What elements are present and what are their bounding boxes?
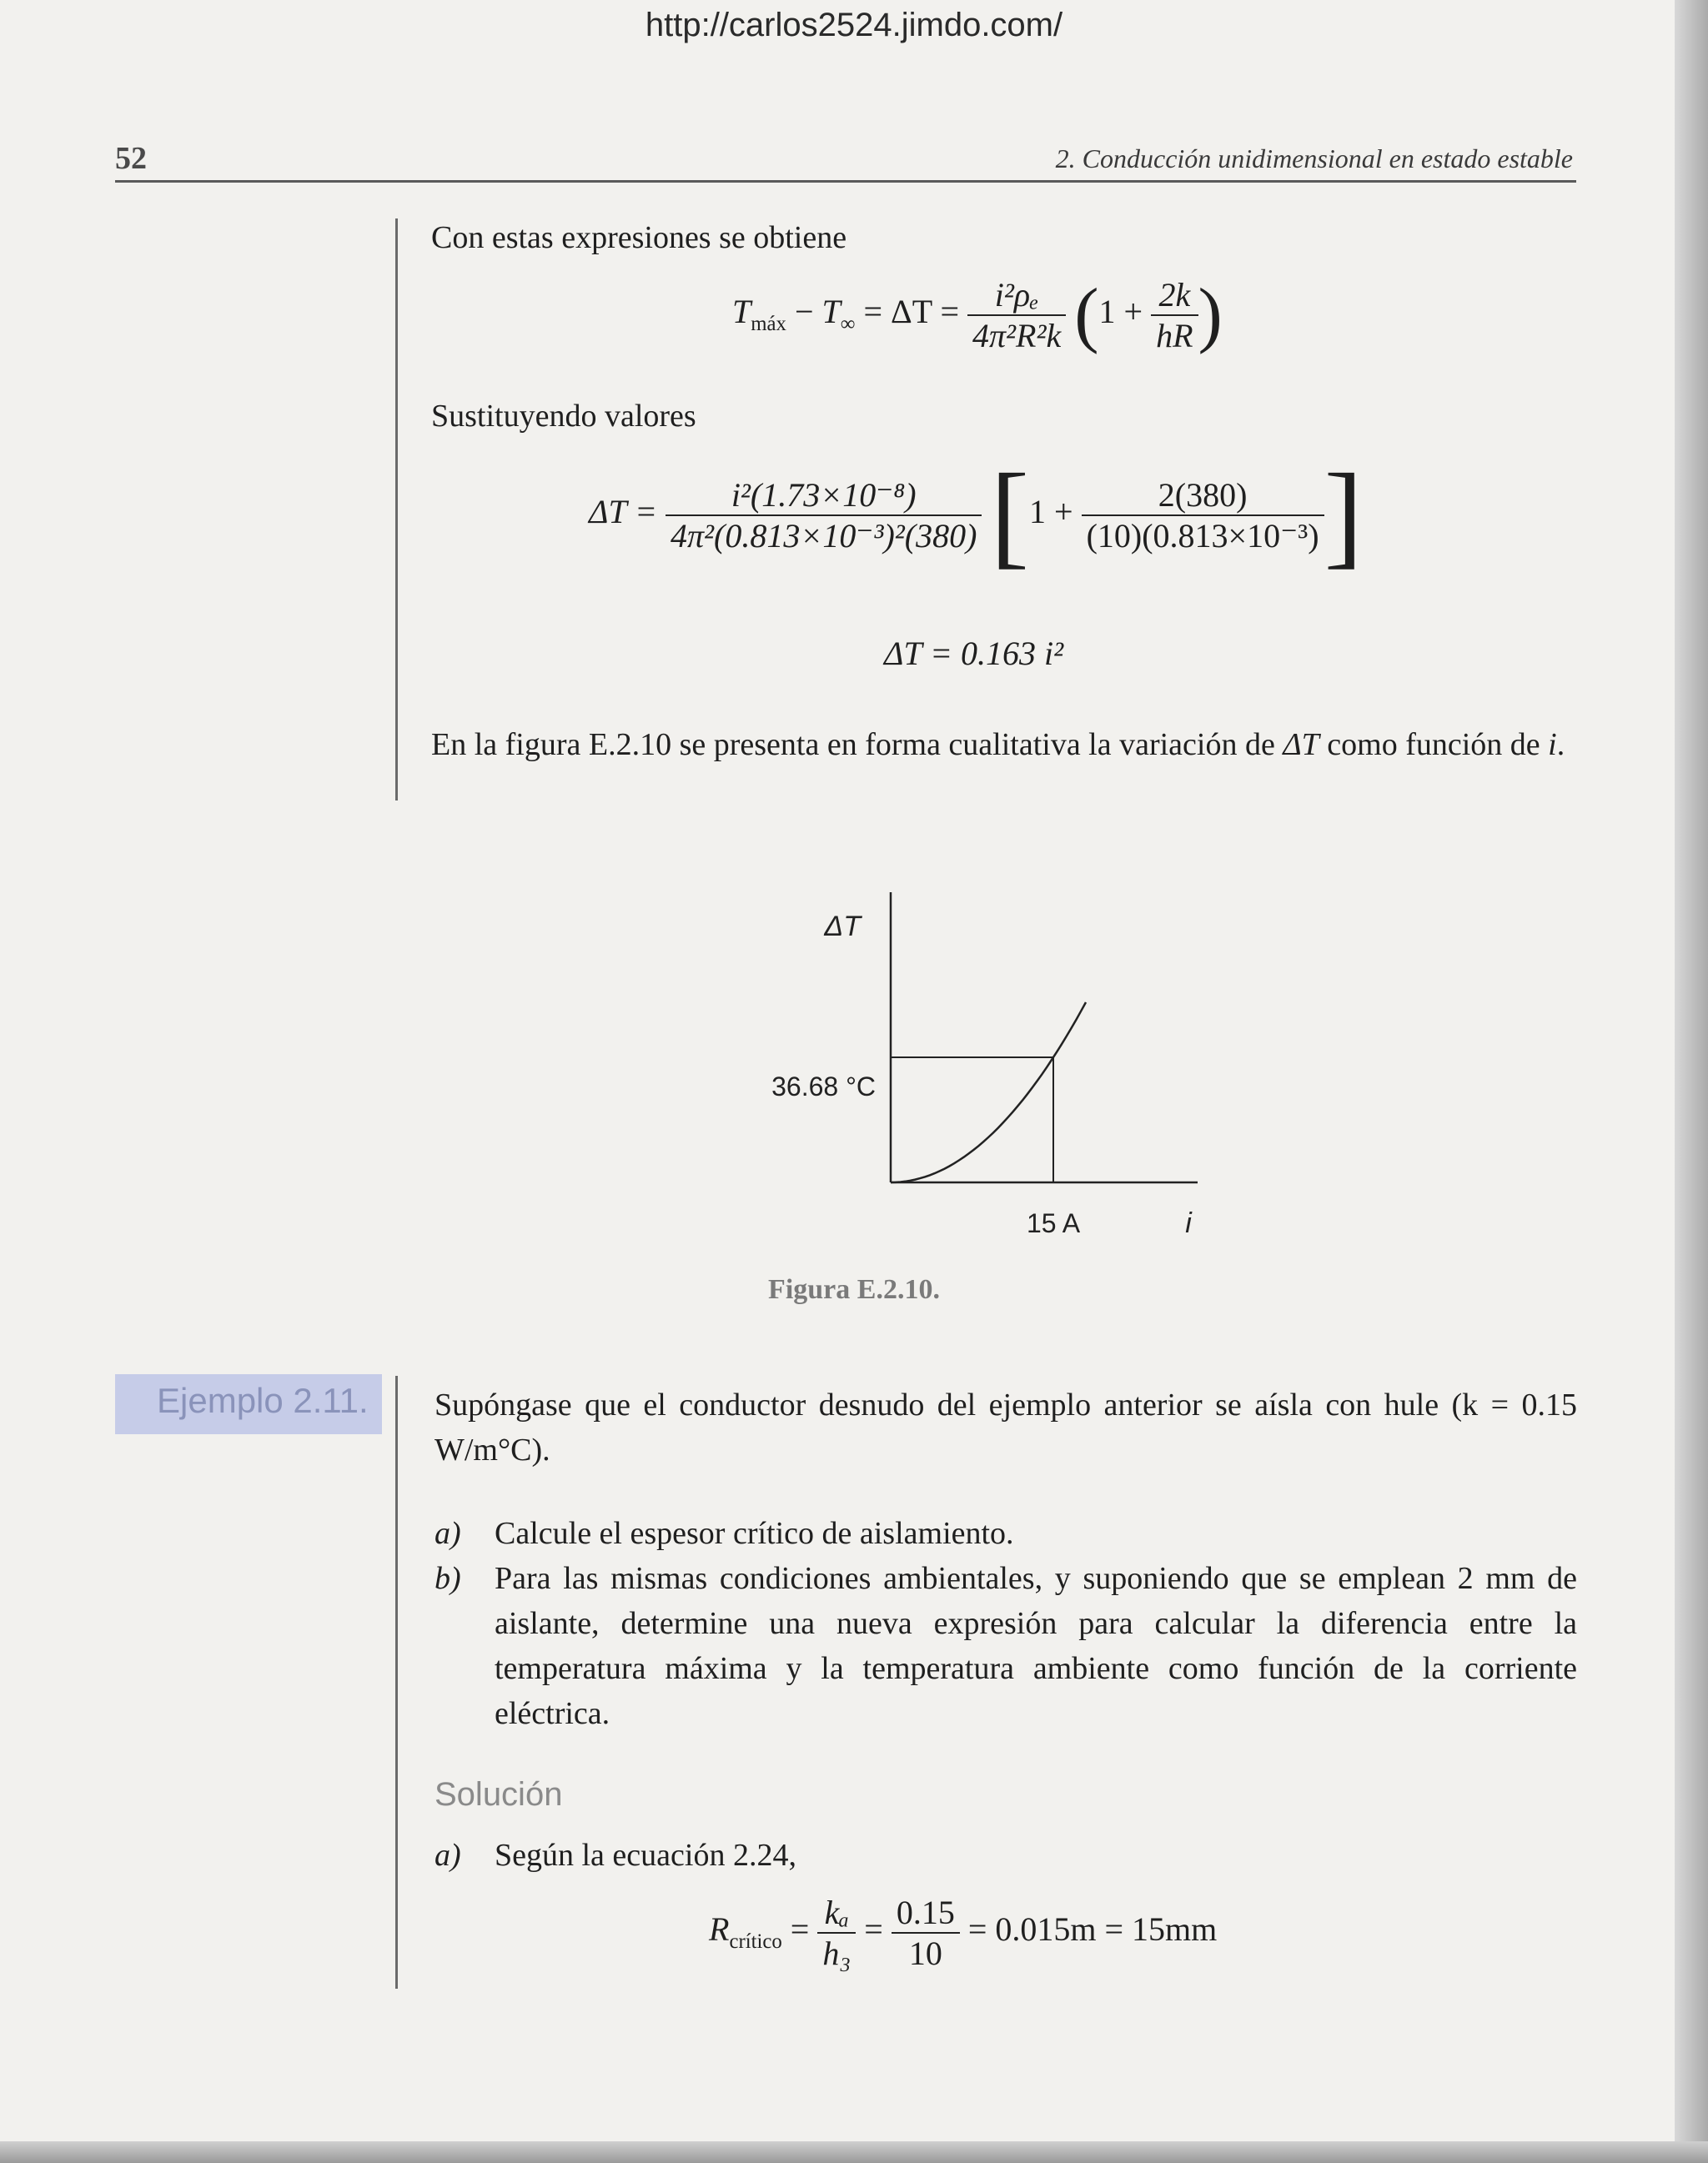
- running-head: 2. Conducción unidimensional en estado estable: [1055, 143, 1573, 173]
- solution-item-a: [435, 1833, 1577, 1878]
- fig-text-part3: .: [1556, 727, 1565, 762]
- page-bottom-shadow: [0, 2141, 1708, 2163]
- equation-1: $T_{máx} - T_\infty = \Delta T$ = $\frac{\text{i²ρₑ}}{\text{4π²R²k}}$ (1 + $\frac{2k}{hR}$ ): [732, 274, 1223, 355]
- solution-a-label: a): [435, 1838, 461, 1873]
- fig-text-part2: como función de: [1319, 727, 1549, 762]
- item-a-text: Calcule el espesor crítico de aislamiento.: [495, 1516, 1014, 1551]
- eq1-Tinf: T: [821, 293, 841, 331]
- eq2-lhs: ΔT =: [589, 493, 657, 531]
- eq1-inf: ∞: [840, 313, 856, 336]
- eq1-den: 4π²R²k: [967, 314, 1066, 355]
- fig-text-i: i: [1548, 727, 1557, 762]
- eq1-max: máx: [751, 313, 786, 336]
- eq4-num2: 0.15: [896, 1894, 955, 1931]
- header-rule: [115, 180, 1576, 183]
- figure-caption: Figura E.2.10.: [768, 1274, 940, 1305]
- figure-chart: [734, 884, 1201, 1251]
- page-number: 52: [115, 141, 147, 176]
- solution-heading: Solución: [435, 1776, 563, 1813]
- figure-intro-text: [431, 722, 1574, 767]
- equation-4: $R_{crítico}$ = $\frac{\text{kₐ}}{\text{h₃}}$ = $\frac{0.15}{10}$ = 0.015m = 15mm: [709, 1894, 1218, 1972]
- example-statement: Supóngase que el conductor desnudo del ejemplo anterior se aísla con hule (k = 0.15 W/m°C).: [435, 1388, 1577, 1468]
- eq4-R: R: [709, 1910, 730, 1949]
- eq4-num1: kₐ: [824, 1894, 850, 1931]
- chart-series-curve: [891, 1002, 1086, 1182]
- eq1-num: i²ρₑ: [994, 276, 1039, 314]
- page-edge-shadow: [1675, 0, 1708, 2163]
- list-item-b: [435, 1556, 1577, 1736]
- eq2-den: 4π²(0.813×10⁻³)²(380): [666, 514, 982, 555]
- item-a-label: a): [435, 1516, 461, 1551]
- x-marker-label: 15 A: [1026, 1208, 1081, 1238]
- example-label: Ejemplo 2.11.: [157, 1381, 369, 1420]
- item-b-label: b): [435, 1561, 461, 1596]
- chart-xlabel: i: [1185, 1207, 1192, 1239]
- equation-2: ΔT = $\frac{\text{i²(1.73×10⁻⁸)}}{\text{4π²(0.813×10⁻³)²(380)}}$ [1 + $\frac{2(380)}{\text{(10)(0.813×10⁻³)}}$ ]: [589, 450, 1364, 580]
- eq4-den2: 10: [892, 1932, 960, 1973]
- eq4-den1: h₃: [817, 1932, 856, 1973]
- source-url[interactable]: http://carlos2524.jimdo.com/: [645, 7, 1063, 43]
- chart-ylabel: ΔT: [824, 911, 861, 942]
- eq4-rhs: = 0.015m = 15mm: [967, 1910, 1218, 1949]
- eq2-num: i²(1.73×10⁻⁸): [731, 476, 917, 514]
- item-b-text: Para las mismas condiciones ambientales, y suponiendo que se emplean 2 mm de aislante, determine una nueva expresión para calcular la diferencia entre la temperatura máxima y la temperatura ambiente como función de la corriente eléctrica.: [495, 1561, 1577, 1731]
- eq1-T: T: [732, 293, 751, 331]
- eq4-eq: =: [790, 1910, 810, 1949]
- eq1-one-plus: 1 +: [1098, 293, 1143, 331]
- y-marker-label: 36.68 °C: [771, 1071, 876, 1102]
- eq4-sub: crítico: [729, 1930, 782, 1954]
- eq2-inner-num: 2(380): [1158, 476, 1248, 514]
- fig-text-dT: ΔT: [1283, 727, 1319, 762]
- list-item-a: [435, 1511, 1577, 1556]
- eq2-inner-den: (10)(0.813×10⁻³): [1082, 514, 1324, 555]
- eq1-inner-num: 2k: [1158, 276, 1191, 314]
- margin-bar-top: [395, 218, 398, 800]
- margin-bar-bottom: [395, 1376, 398, 1989]
- equation-3: ΔT = 0.163 i²: [884, 635, 1064, 672]
- substitution-text: Sustituyendo valores: [431, 399, 696, 434]
- eq2-one-plus: 1 +: [1029, 493, 1073, 531]
- eq1-inner-den: hR: [1151, 314, 1198, 355]
- intro-text: Con estas expresiones se obtiene: [431, 220, 847, 255]
- fig-text-part1: En la figura E.2.10 se presenta en forma cualitativa la variación de: [431, 727, 1284, 762]
- solution-a-text: Según la ecuación 2.24,: [495, 1838, 796, 1873]
- eq1-equals: = ΔT =: [863, 293, 960, 331]
